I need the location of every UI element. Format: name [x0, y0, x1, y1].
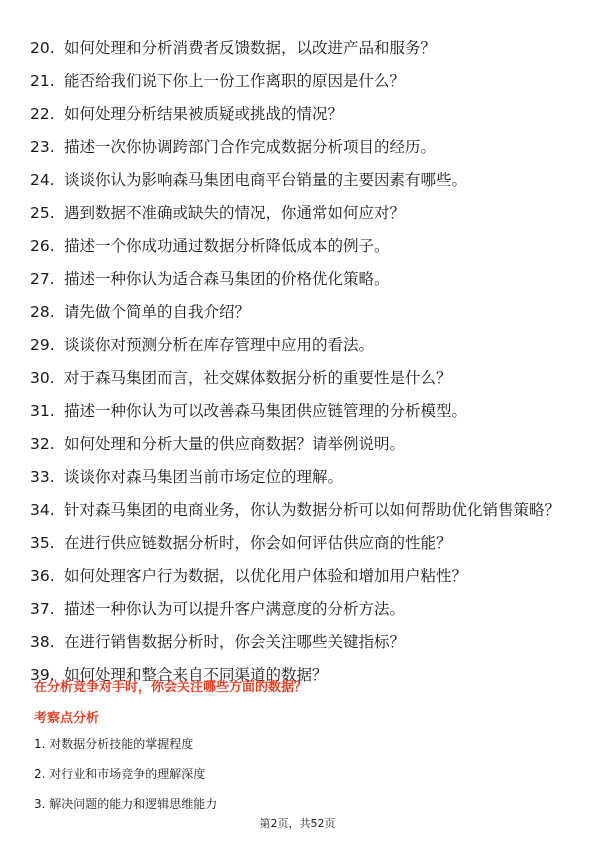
question-item-21: [30, 70, 560, 93]
question-text: 请先做个简单的自我介绍？: [64, 303, 251, 321]
question-text: 如何处理和分析消费者反馈数据，以改进产品和服务？: [64, 39, 437, 57]
question-item-33: [30, 466, 560, 489]
question-text: 针对森马集团的电商业务，你认为数据分析可以如何帮助优化销售策略？: [64, 501, 561, 519]
question-text: 遇到数据不准确或缺失的情况，你通常如何应对？: [64, 204, 406, 222]
question-item-30: [30, 367, 560, 390]
question-number: 24.: [30, 171, 55, 189]
question-text: 在进行供应链数据分析时，你会如何评估供应商的性能？: [64, 534, 452, 552]
analysis-heading: 考察点分析: [34, 711, 100, 726]
question-item-20: [30, 37, 560, 60]
question-item-37: [30, 598, 560, 621]
question-text: 描述一种你认为可以改善森马集团供应链管理的分析模型。: [64, 402, 468, 420]
question-item-26: [30, 235, 560, 258]
question-number: 22.: [30, 105, 55, 123]
question-item-36: [30, 565, 560, 588]
featured-question: 在分析竞争对手时，你会关注哪些方面的数据？: [34, 680, 308, 695]
question-number: 27.: [30, 270, 55, 288]
question-text: 如何处理分析结果被质疑或挑战的情况？: [64, 105, 344, 123]
question-number: 31.: [30, 402, 55, 420]
question-text: 如何处理客户行为数据，以优化用户体验和增加用户粘性？: [64, 567, 468, 585]
analysis-point: 3. 解决问题的能力和逻辑思维能力: [34, 797, 218, 811]
question-item-35: [30, 532, 560, 555]
analysis-point: 1. 对数据分析技能的掌握程度: [34, 737, 194, 751]
question-number: 34.: [30, 501, 55, 519]
question-item-31: [30, 400, 560, 423]
question-text: 如何处理和整合来自不同渠道的数据？: [64, 666, 328, 684]
question-item-34: [30, 499, 560, 522]
question-text: 描述一个你成功通过数据分析降低成本的例子。: [64, 237, 390, 255]
analysis-points: [34, 735, 564, 825]
question-number: 38.: [30, 633, 55, 651]
question-item-32: [30, 433, 560, 456]
question-list: [30, 37, 560, 697]
question-number: 29.: [30, 336, 55, 354]
question-item-38: [30, 631, 560, 654]
question-item-24: [30, 169, 560, 192]
question-text: 谈谈你对预测分析在库存管理中应用的看法。: [64, 336, 375, 354]
question-number: 35.: [30, 534, 55, 552]
question-number: 21.: [30, 72, 55, 90]
page-footer: 第2页，共52页: [259, 817, 336, 830]
analysis-point: 2. 对行业和市场竞争的理解深度: [34, 767, 206, 781]
question-item-23: [30, 136, 560, 159]
question-text: 描述一种你认为适合森马集团的价格优化策略。: [64, 270, 390, 288]
question-item-25: [30, 202, 560, 225]
question-item-28: [30, 301, 560, 324]
question-text: 描述一种你认为可以提升客户满意度的分析方法。: [64, 600, 406, 618]
question-text: 谈谈你认为影响森马集团电商平台销量的主要因素有哪些。: [64, 171, 468, 189]
question-number: 39.: [30, 666, 55, 684]
question-text: 如何处理和分析大量的供应商数据？请举例说明。: [64, 435, 406, 453]
question-number: 26.: [30, 237, 55, 255]
question-number: 20.: [30, 39, 55, 57]
question-number: 25.: [30, 204, 55, 222]
question-item-29: [30, 334, 560, 357]
question-number: 30.: [30, 369, 55, 387]
question-text: 对于森马集团而言，社交媒体数据分析的重要性是什么？: [64, 369, 452, 387]
question-text: 能否给我们说下你上一份工作离职的原因是什么？: [64, 72, 406, 90]
question-text: 在进行销售数据分析时，你会关注哪些关键指标？: [64, 633, 406, 651]
question-number: 23.: [30, 138, 55, 156]
question-item-27: [30, 268, 560, 291]
question-number: 32.: [30, 435, 55, 453]
question-number: 37.: [30, 600, 55, 618]
question-number: 33.: [30, 468, 55, 486]
question-text: 描述一次你协调跨部门合作完成数据分析项目的经历。: [64, 138, 437, 156]
question-number: 28.: [30, 303, 55, 321]
question-text: 谈谈你对森马集团当前市场定位的理解。: [64, 468, 344, 486]
question-number: 36.: [30, 567, 55, 585]
question-item-22: [30, 103, 560, 126]
